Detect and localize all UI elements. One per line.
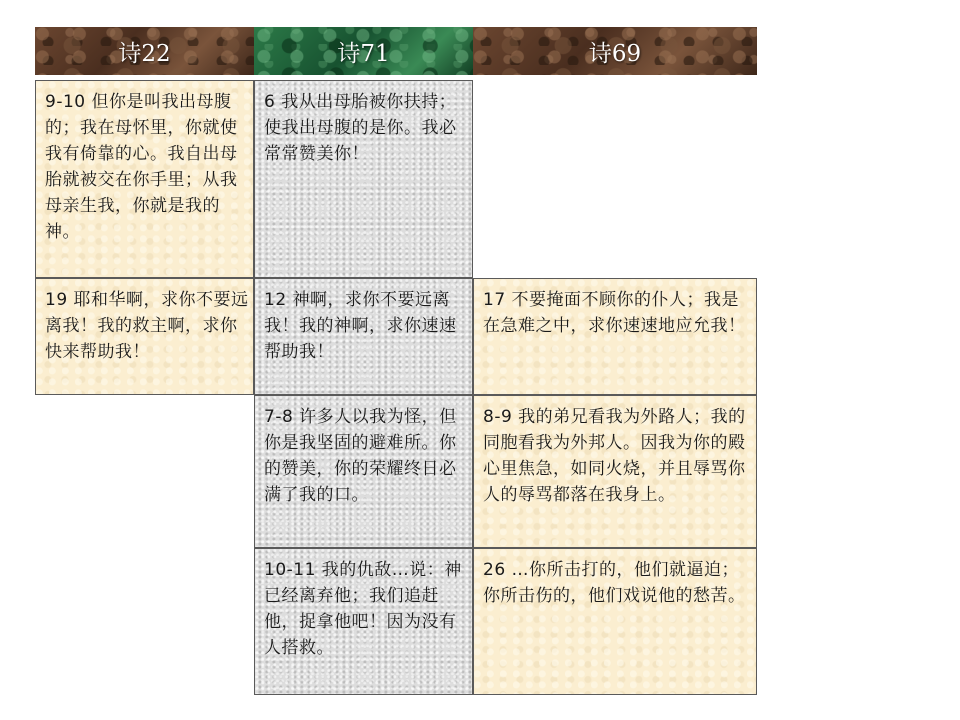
- cell-psalm69-row4: 26 …你所击打的，他们就逼迫；你所击伤的，他们戏说他的愁苦。: [473, 548, 757, 695]
- header-psalm-71: 诗71: [254, 27, 473, 75]
- cell-psalm69-row2: 17 不要掩面不顾你的仆人；我是在急难之中，求你速速地应允我！: [473, 278, 757, 395]
- cell-psalm71-row2: 12 神啊，求你不要远离我！我的神啊，求你速速帮助我！: [254, 278, 473, 395]
- cell-psalm22-row2: 19 耶和华啊，求你不要远离我！我的救主啊，求你快来帮助我！: [35, 278, 254, 395]
- header-psalm-22: 诗22: [35, 27, 254, 75]
- header-psalm-69: 诗69: [473, 27, 757, 75]
- cell-psalm71-row4: 10-11 我的仇敌…说：神已经离弃他；我们追赶他，捉拿他吧！因为没有人搭救。: [254, 548, 473, 695]
- cell-psalm22-row1: 9-10 但你是叫我出母腹的；我在母怀里，你就使我有倚靠的心。我自出母胎就被交在你手里；从我母亲生我，你就是我的神。: [35, 80, 254, 278]
- cell-psalm69-row3: 8-9 我的弟兄看我为外路人；我的同胞看我为外邦人。因我为你的殿心里焦急，如同火烧，并且辱骂你人的辱骂都落在我身上。: [473, 395, 757, 548]
- cell-psalm71-row3: 7-8 许多人以我为怪，但你是我坚固的避难所。你的赞美，你的荣耀终日必满了我的口。: [254, 395, 473, 548]
- cell-psalm71-row1: 6 我从出母胎被你扶持；使我出母腹的是你。我必常常赞美你！: [254, 80, 473, 278]
